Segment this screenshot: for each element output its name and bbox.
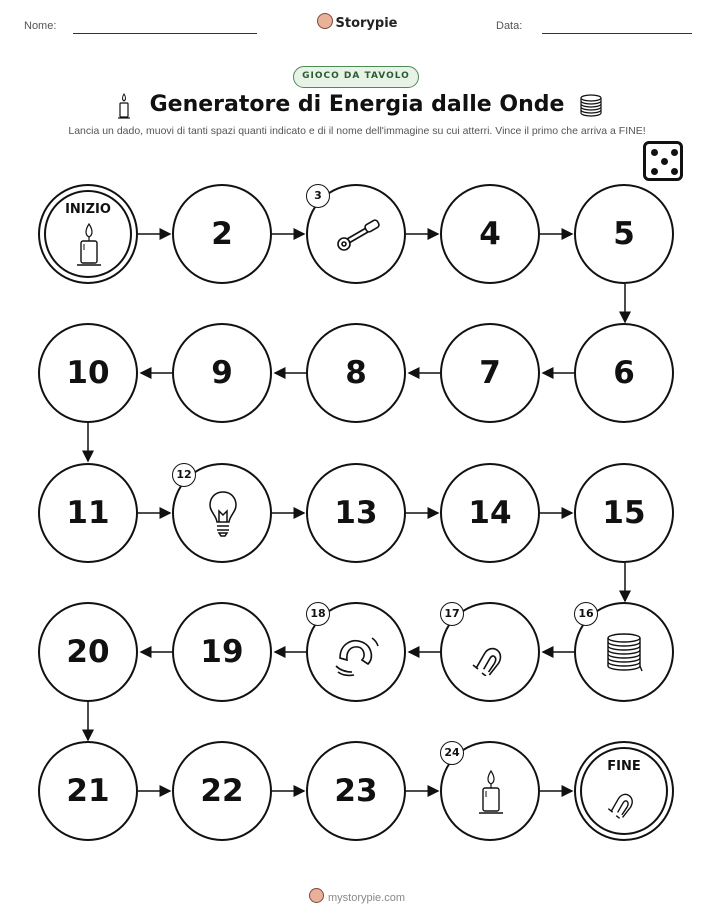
board-cell-17 bbox=[440, 602, 540, 702]
board-cell-23: 23 bbox=[306, 741, 406, 841]
crank-handle-icon bbox=[332, 216, 382, 256]
cell-number-badge: 18 bbox=[306, 602, 330, 626]
board-cell-19: 19 bbox=[172, 602, 272, 702]
page-title: Generatore di Energia dalle Onde bbox=[149, 92, 565, 117]
board-cell-12 bbox=[172, 463, 272, 563]
cell-number-badge: 12 bbox=[172, 463, 196, 487]
candle-icon bbox=[76, 222, 102, 268]
horseshoe-magnet-icon bbox=[604, 781, 644, 819]
board-cell-18 bbox=[306, 602, 406, 702]
board-cell-7: 7 bbox=[440, 323, 540, 423]
storypie-logo-icon bbox=[309, 888, 324, 903]
board-cell-finish bbox=[574, 741, 674, 841]
board-cell-8: 8 bbox=[306, 323, 406, 423]
board-cell-3 bbox=[306, 184, 406, 284]
cell-number-badge: 24 bbox=[440, 741, 464, 765]
board-cell-13: 13 bbox=[306, 463, 406, 563]
finish-label: FINE bbox=[607, 759, 641, 774]
light-bulb-icon bbox=[206, 489, 240, 539]
board-cell-9: 9 bbox=[172, 323, 272, 423]
horseshoe-magnet-icon bbox=[468, 634, 514, 676]
cell-number-badge: 16 bbox=[574, 602, 598, 626]
date-label: Data: bbox=[496, 20, 523, 32]
instructions: Lancia un dado, muovi di tanti spazi quanti indicato e di il nome dell'immagine su cui atterri. Vince il primo che arriva a FINE! bbox=[68, 125, 646, 137]
brand-name: Storypie bbox=[335, 16, 398, 31]
board-cell-24 bbox=[440, 741, 540, 841]
board-cell-4: 4 bbox=[440, 184, 540, 284]
board-cell-2: 2 bbox=[172, 184, 272, 284]
horseshoe-magnet-icon bbox=[332, 632, 382, 678]
board-cell-start bbox=[38, 184, 138, 284]
board-cell-20: 20 bbox=[38, 602, 138, 702]
coil-icon bbox=[604, 632, 644, 674]
footer-url[interactable]: mystorypie.com bbox=[327, 892, 406, 904]
game-type-badge: GIOCO DA TAVOLO bbox=[293, 66, 419, 88]
board-cell-10: 10 bbox=[38, 323, 138, 423]
board-cell-15: 15 bbox=[574, 463, 674, 563]
cell-number-badge: 17 bbox=[440, 602, 464, 626]
board-cell-21: 21 bbox=[38, 741, 138, 841]
name-label: Nome: bbox=[24, 20, 57, 32]
board-cell-16 bbox=[574, 602, 674, 702]
board-cell-6: 6 bbox=[574, 323, 674, 423]
board-cell-22: 22 bbox=[172, 741, 272, 841]
start-label: INIZIO bbox=[65, 202, 111, 217]
board-cell-14: 14 bbox=[440, 463, 540, 563]
cell-number-badge: 3 bbox=[306, 184, 330, 208]
candle-icon bbox=[478, 769, 504, 817]
board-cell-11: 11 bbox=[38, 463, 138, 563]
board-cell-5: 5 bbox=[574, 184, 674, 284]
footer bbox=[0, 888, 714, 904]
